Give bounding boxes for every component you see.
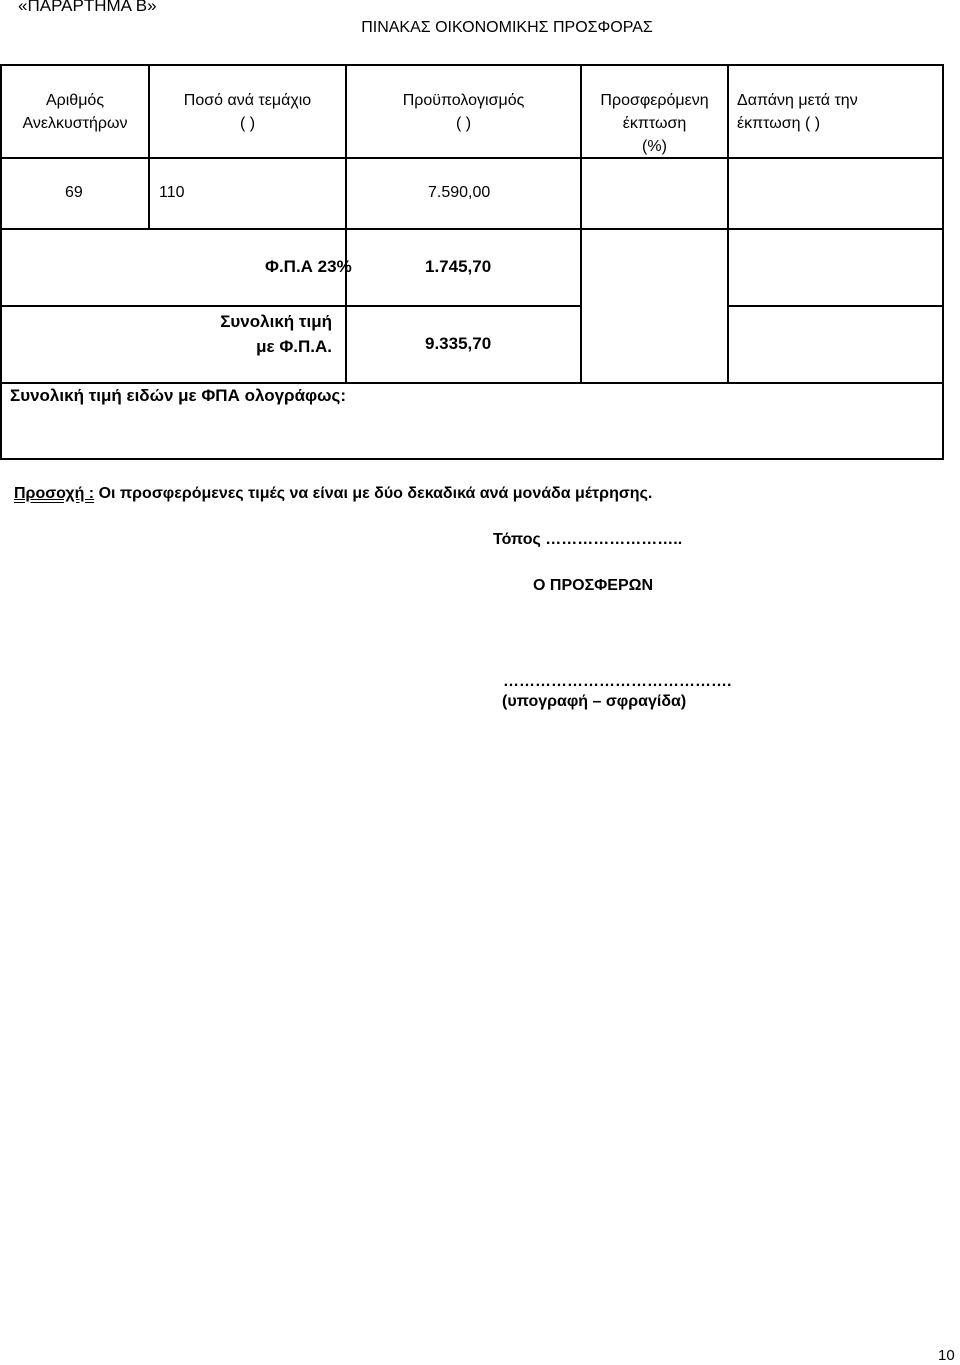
notice-text: Οι προσφερόμενες τιμές να είναι με δύο δεκαδικά ανά μονάδα μέτρησης. (94, 485, 653, 502)
offerer-label: Ο ΠΡΟΣΦΕΡΩΝ (533, 577, 654, 594)
total-with-vat-label: Συνολική τιμή με Φ.Π.Α. (220, 312, 332, 356)
notice-label: Προσοχή : (14, 485, 95, 502)
vat-label: Φ.Π.Α 23% (265, 257, 352, 276)
signature-caption: (υπογραφή – σφραγίδα) (502, 693, 687, 710)
signature-line: ……………………………………. (503, 673, 732, 690)
annex-label: «ΠΑΡΑΡΤΗΜΑ Β» (18, 0, 157, 15)
offer-table (0, 64, 944, 460)
vat-value: 1.745,70 (425, 257, 492, 276)
header-elevators: Αριθμός Ανελκυστήρων (22, 92, 128, 132)
elevators-count: 69 (65, 184, 83, 201)
header-discount: Προσφερόμενη έκπτωση (%) (600, 92, 709, 155)
unit-amount-value: 110 (159, 184, 185, 201)
page-title: ΠΙΝΑΚΑΣ ΟΙΚΟΝΟΜΙΚΗΣ ΠΡΟΣΦΟΡΑΣ (361, 19, 653, 36)
notice (14, 485, 652, 503)
budget-value: 7.590,00 (428, 184, 491, 201)
total-in-words-label: Συνολική τιμή ειδών με ΦΠΑ ολογράφως: (10, 386, 347, 405)
total-with-vat-value: 9.335,70 (425, 334, 492, 353)
header-cost-after-discount: Δαπάνη μετά την έκπτωση ( ) (737, 92, 858, 132)
page-number: 10 (938, 1347, 955, 1364)
header-budget: Προϋπολογισμός ( ) (402, 92, 525, 132)
header-unit-amount: Ποσό ανά τεμάχιο ( ) (183, 92, 312, 132)
place-line: Τόπος …………………….. (493, 531, 683, 548)
